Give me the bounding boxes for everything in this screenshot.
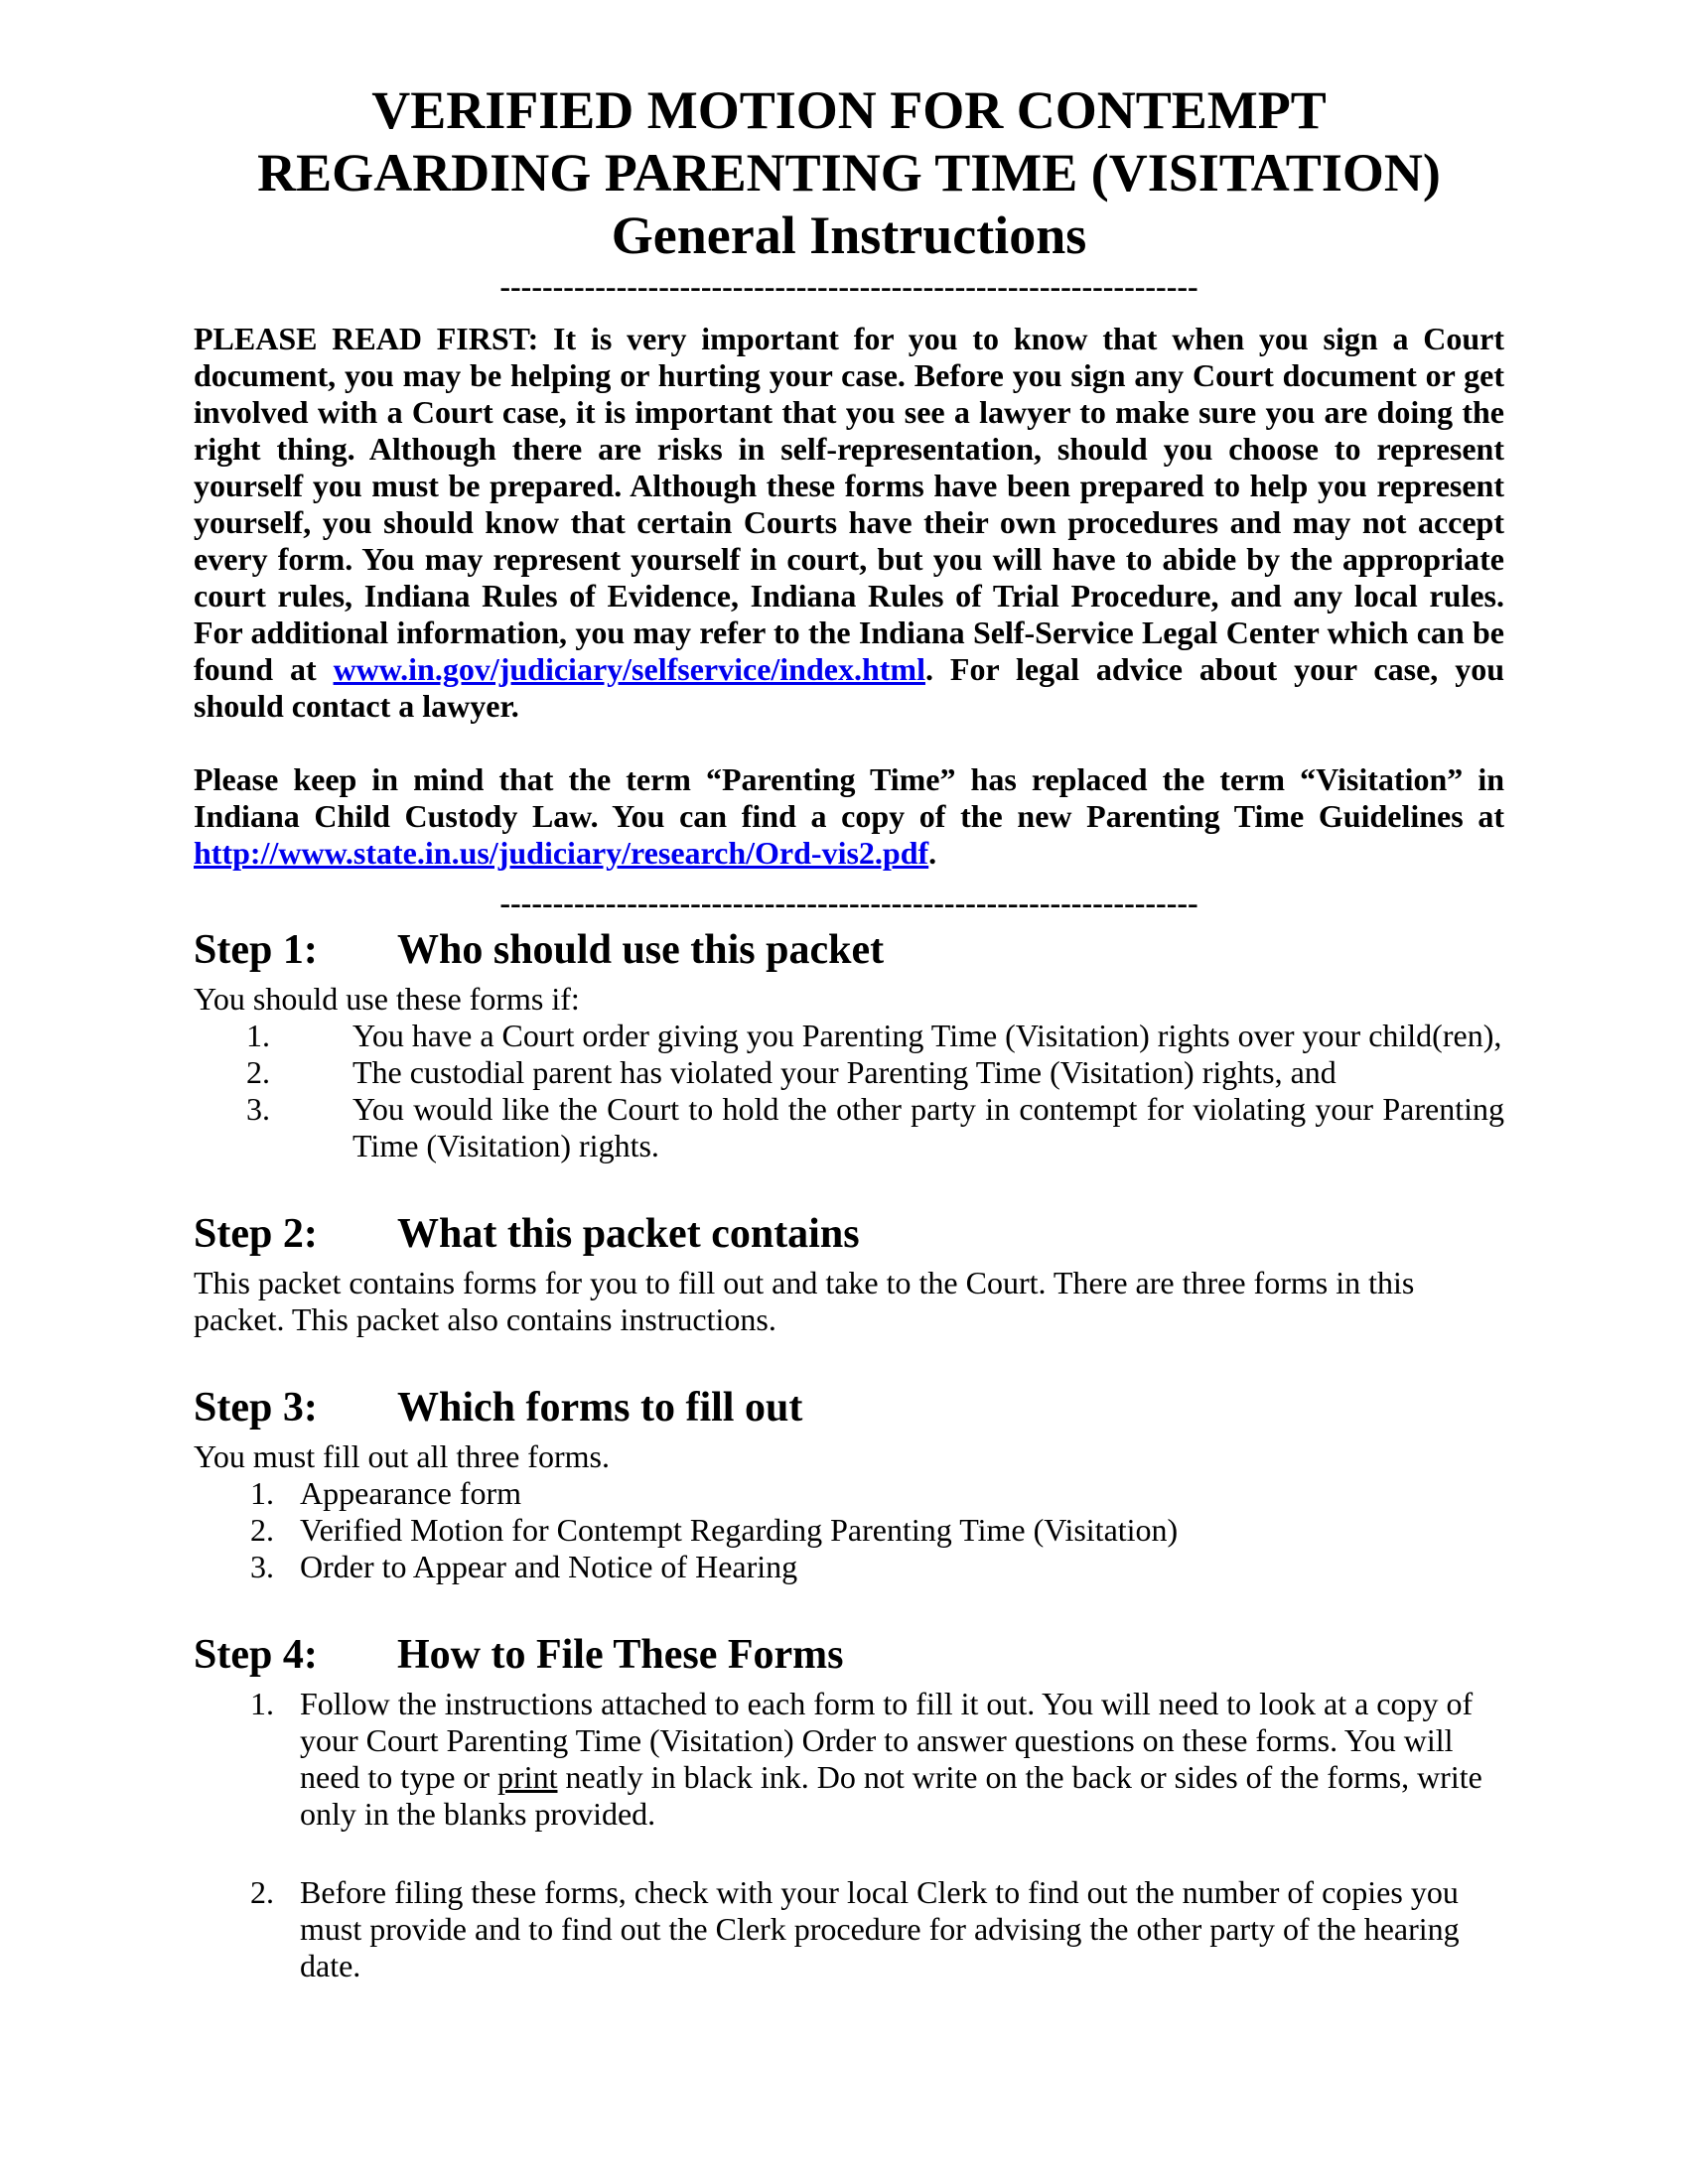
list-item (194, 1686, 1504, 1833)
step-3-heading (194, 1383, 1504, 1433)
list-item (194, 1512, 1504, 1549)
step-2-body: This packet contains forms for you to fill out and take to the Court. There are three forms in this packet. This packet also contains instructions. (194, 1265, 1415, 1337)
list-item-text: You would like the Court to hold the other party in contempt for violating your Parenting Time (Visitation) rights. (352, 1091, 1504, 1163)
list-item (194, 1091, 1504, 1164)
step-3-intro: You must fill out all three forms. (194, 1438, 610, 1474)
list-item-text: Appearance form (300, 1475, 521, 1511)
step-3-title: Which forms to fill out (397, 1385, 803, 1431)
step-1-label: Step 1: (194, 927, 318, 973)
step-4-title: How to File These Forms (397, 1632, 844, 1678)
read-first-text-after: . For legal advice about your case, you should contact a lawyer. (194, 651, 1505, 724)
step-2-section (194, 1209, 1504, 1338)
step-1-title: Who should use this packet (397, 927, 885, 973)
list-item-number: 3. (246, 1091, 270, 1127)
list-item (194, 1874, 1504, 1984)
list-item (194, 1054, 1504, 1091)
list-item (194, 1475, 1504, 1512)
parenting-time-guidelines-link[interactable]: http://www.state.in.us/judiciary/research/Ord-vis2.pdf (194, 835, 929, 871)
list-item-text: Verified Motion for Contempt Regarding Parenting Time (Visitation) (300, 1512, 1179, 1548)
read-first-text-before: PLEASE READ FIRST: It is very important for you to know that when you sign a Court document, you may be helping or hurting your case. Before you sign any Court document or get involved with a Court case, it is important that you see a lawyer to make sure you are doing the right thing. Although there are risks in self-representation, should you choose to represent yourself you must be prepared. Although these forms have been prepared to help you represent yourself, you should know that certain Courts have their own procedures and may not accept every form. You may represent yourself in court, but you will have to abide by the appropriate court rules, Indiana Rules of Evidence, Indiana Rules of Trial Procedure, and any local rules. For additional information, you may refer to the Indiana Self-Service Legal Center which can be found at (194, 321, 1504, 687)
list-item-number: 1. (246, 1018, 270, 1053)
list-item-text: Order to Appear and Notice of Hearing (300, 1549, 798, 1584)
list-item-number: 2. (246, 1054, 270, 1090)
step-1-section (194, 925, 1504, 1164)
step-4-label: Step 4: (194, 1632, 318, 1678)
list-item-text: You have a Court order giving you Parenting Time (Visitation) rights over your child(ren), (352, 1018, 1502, 1053)
parenting-time-guidelines-paragraph (194, 761, 1504, 872)
underlined-word: print (497, 1759, 558, 1795)
step-1-list (194, 1018, 1504, 1164)
list-item-number: 2. (250, 1874, 274, 1910)
step-4-section (194, 1630, 1504, 1984)
read-first-paragraph (194, 321, 1504, 725)
list-item-number: 2. (250, 1512, 274, 1548)
step-3-label: Step 3: (194, 1385, 318, 1431)
list-item-text-before: Follow the instructions attached to each form to fill it out. You will need to look at a copy of your Court Parenting Time (Visitation) Order to answer questions on these forms. You will need to type or (300, 1686, 1474, 1795)
step-4-list (194, 1686, 1504, 1984)
list-item (194, 1018, 1504, 1054)
step-3-section (194, 1383, 1504, 1585)
dashed-divider-bottom: ------------------------------------------------------------------ (499, 887, 1198, 917)
title-line-1: VERIFIED MOTION FOR CONTEMPT (371, 80, 1327, 140)
list-item-number: 3. (250, 1549, 274, 1584)
step-2-heading (194, 1209, 1504, 1259)
step-2-title: What this packet contains (397, 1211, 860, 1257)
step-2-label: Step 2: (194, 1211, 318, 1257)
guidelines-text-before: Please keep in mind that the term “Parenting Time” has replaced the term “Visitation” in Indiana Child Custody Law. You can find a copy of the new Parenting Time Guidelines at (194, 761, 1504, 834)
document-title (194, 79, 1504, 267)
step-1-intro: You should use these forms if: (194, 981, 580, 1017)
title-line-3: General Instructions (611, 205, 1087, 265)
guidelines-text-after: . (928, 835, 937, 871)
step-3-list (194, 1475, 1504, 1585)
list-item-number: 1. (250, 1686, 274, 1721)
list-item-text: The custodial parent has violated your Parenting Time (Visitation) rights, and (352, 1054, 1336, 1090)
title-line-2: REGARDING PARENTING TIME (VISITATION) (257, 143, 1441, 203)
dashed-divider-top: ------------------------------------------------------------------ (499, 271, 1198, 301)
list-item-text: Before filing these forms, check with your local Clerk to find out the number of copies you must provide and to find out the Clerk procedure for advising the other party of the hearing date. (300, 1874, 1460, 1983)
list-item (194, 1549, 1504, 1585)
list-item-number: 1. (250, 1475, 274, 1511)
step-4-heading (194, 1630, 1504, 1680)
step-1-heading (194, 925, 1504, 975)
selfservice-center-link[interactable]: www.in.gov/judiciary/selfservice/index.html (333, 651, 925, 687)
list-item-text-after: neatly in black ink. Do not write on the back or sides of the forms, write only in the blanks provided. (300, 1759, 1482, 1832)
